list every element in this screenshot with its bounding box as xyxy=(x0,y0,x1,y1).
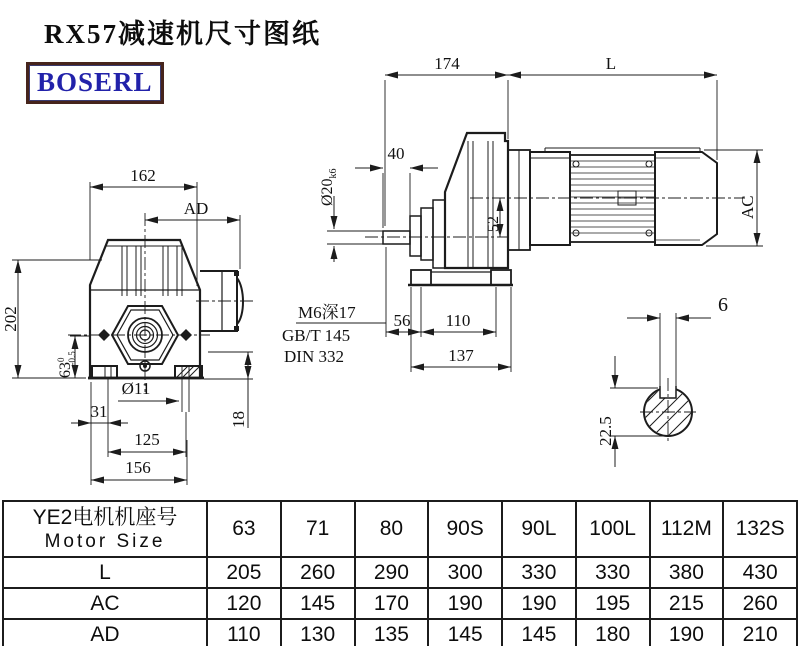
shaft-section-detail xyxy=(596,294,728,467)
dim-162: 162 xyxy=(130,166,156,185)
cell: 130 xyxy=(281,619,355,646)
dim-63-tol: $63^0-0.5$ xyxy=(56,351,77,378)
row-label-AD: AD xyxy=(3,619,207,646)
table-row-AD xyxy=(3,619,797,646)
cell: 260 xyxy=(281,557,355,588)
dim-hole-dia: Ø11 xyxy=(121,379,151,398)
table-header-row xyxy=(3,501,797,557)
cell: 145 xyxy=(281,588,355,619)
cell: 195 xyxy=(576,588,650,619)
dim-L: L xyxy=(605,54,617,73)
col-90L: 90L xyxy=(502,501,576,557)
header-en: Motor Size xyxy=(44,530,166,552)
cell: 190 xyxy=(502,588,576,619)
row-label-AC: AC xyxy=(3,588,207,619)
note-tapped-hole: M6深17 xyxy=(298,303,356,322)
dim-31: 31 xyxy=(90,402,108,421)
dim-202: 202 xyxy=(1,306,20,332)
dim-AC: AC xyxy=(738,195,757,219)
table-row-AC xyxy=(3,588,797,619)
dim-174: 174 xyxy=(434,54,460,73)
cell: 290 xyxy=(355,557,429,588)
note-din: DIN 332 xyxy=(284,347,344,366)
dim-56: 56 xyxy=(393,311,411,330)
note-gbt: GB/T 145 xyxy=(282,326,351,345)
header-cn: YE2电机机座号 xyxy=(32,505,178,529)
cell: 190 xyxy=(650,619,724,646)
cell: 215 xyxy=(650,588,724,619)
dim-156: 156 xyxy=(125,458,151,477)
cell: 135 xyxy=(355,619,429,646)
cell: 210 xyxy=(723,619,797,646)
dim-AD: AD xyxy=(183,199,209,218)
dim-110: 110 xyxy=(445,311,471,330)
cell: 120 xyxy=(207,588,281,619)
col-132S: 132S xyxy=(723,501,797,557)
col-100L: 100L xyxy=(576,501,650,557)
page-title: RX57减速机尺寸图纸 xyxy=(44,19,321,49)
dim-18: 18 xyxy=(229,411,248,428)
col-63: 63 xyxy=(207,501,281,557)
dim-6: 6 xyxy=(718,294,728,316)
cell: 190 xyxy=(428,588,502,619)
col-71: 71 xyxy=(281,501,355,557)
dim-52: 52 xyxy=(485,216,502,232)
dim-125: 125 xyxy=(134,430,160,449)
cell: 330 xyxy=(502,557,576,588)
row-label-L: L xyxy=(3,557,207,588)
cell: 145 xyxy=(428,619,502,646)
front-view xyxy=(1,166,256,485)
col-112M: 112M xyxy=(650,501,724,557)
cell: 260 xyxy=(723,588,797,619)
cell: 170 xyxy=(355,588,429,619)
cell: 110 xyxy=(207,619,281,646)
side-view xyxy=(282,54,763,372)
dim-40: 40 xyxy=(387,144,405,163)
cell: 380 xyxy=(650,557,724,588)
brand-logo-text: BOSERL xyxy=(29,65,161,101)
cell: 430 xyxy=(723,557,797,588)
cell: 205 xyxy=(207,557,281,588)
header-motor-size xyxy=(3,501,207,557)
dim-22-5: 22.5 xyxy=(596,416,615,446)
col-80: 80 xyxy=(355,501,429,557)
dim-shaft-dia: $Ø20_{k6}$ xyxy=(319,168,339,206)
cell: 330 xyxy=(576,557,650,588)
col-90S: 90S xyxy=(428,501,502,557)
cell: 145 xyxy=(502,619,576,646)
table-row-L xyxy=(3,557,797,588)
motor-size-table xyxy=(2,500,798,646)
cell: 300 xyxy=(428,557,502,588)
cell: 180 xyxy=(576,619,650,646)
dim-137: 137 xyxy=(448,346,474,365)
